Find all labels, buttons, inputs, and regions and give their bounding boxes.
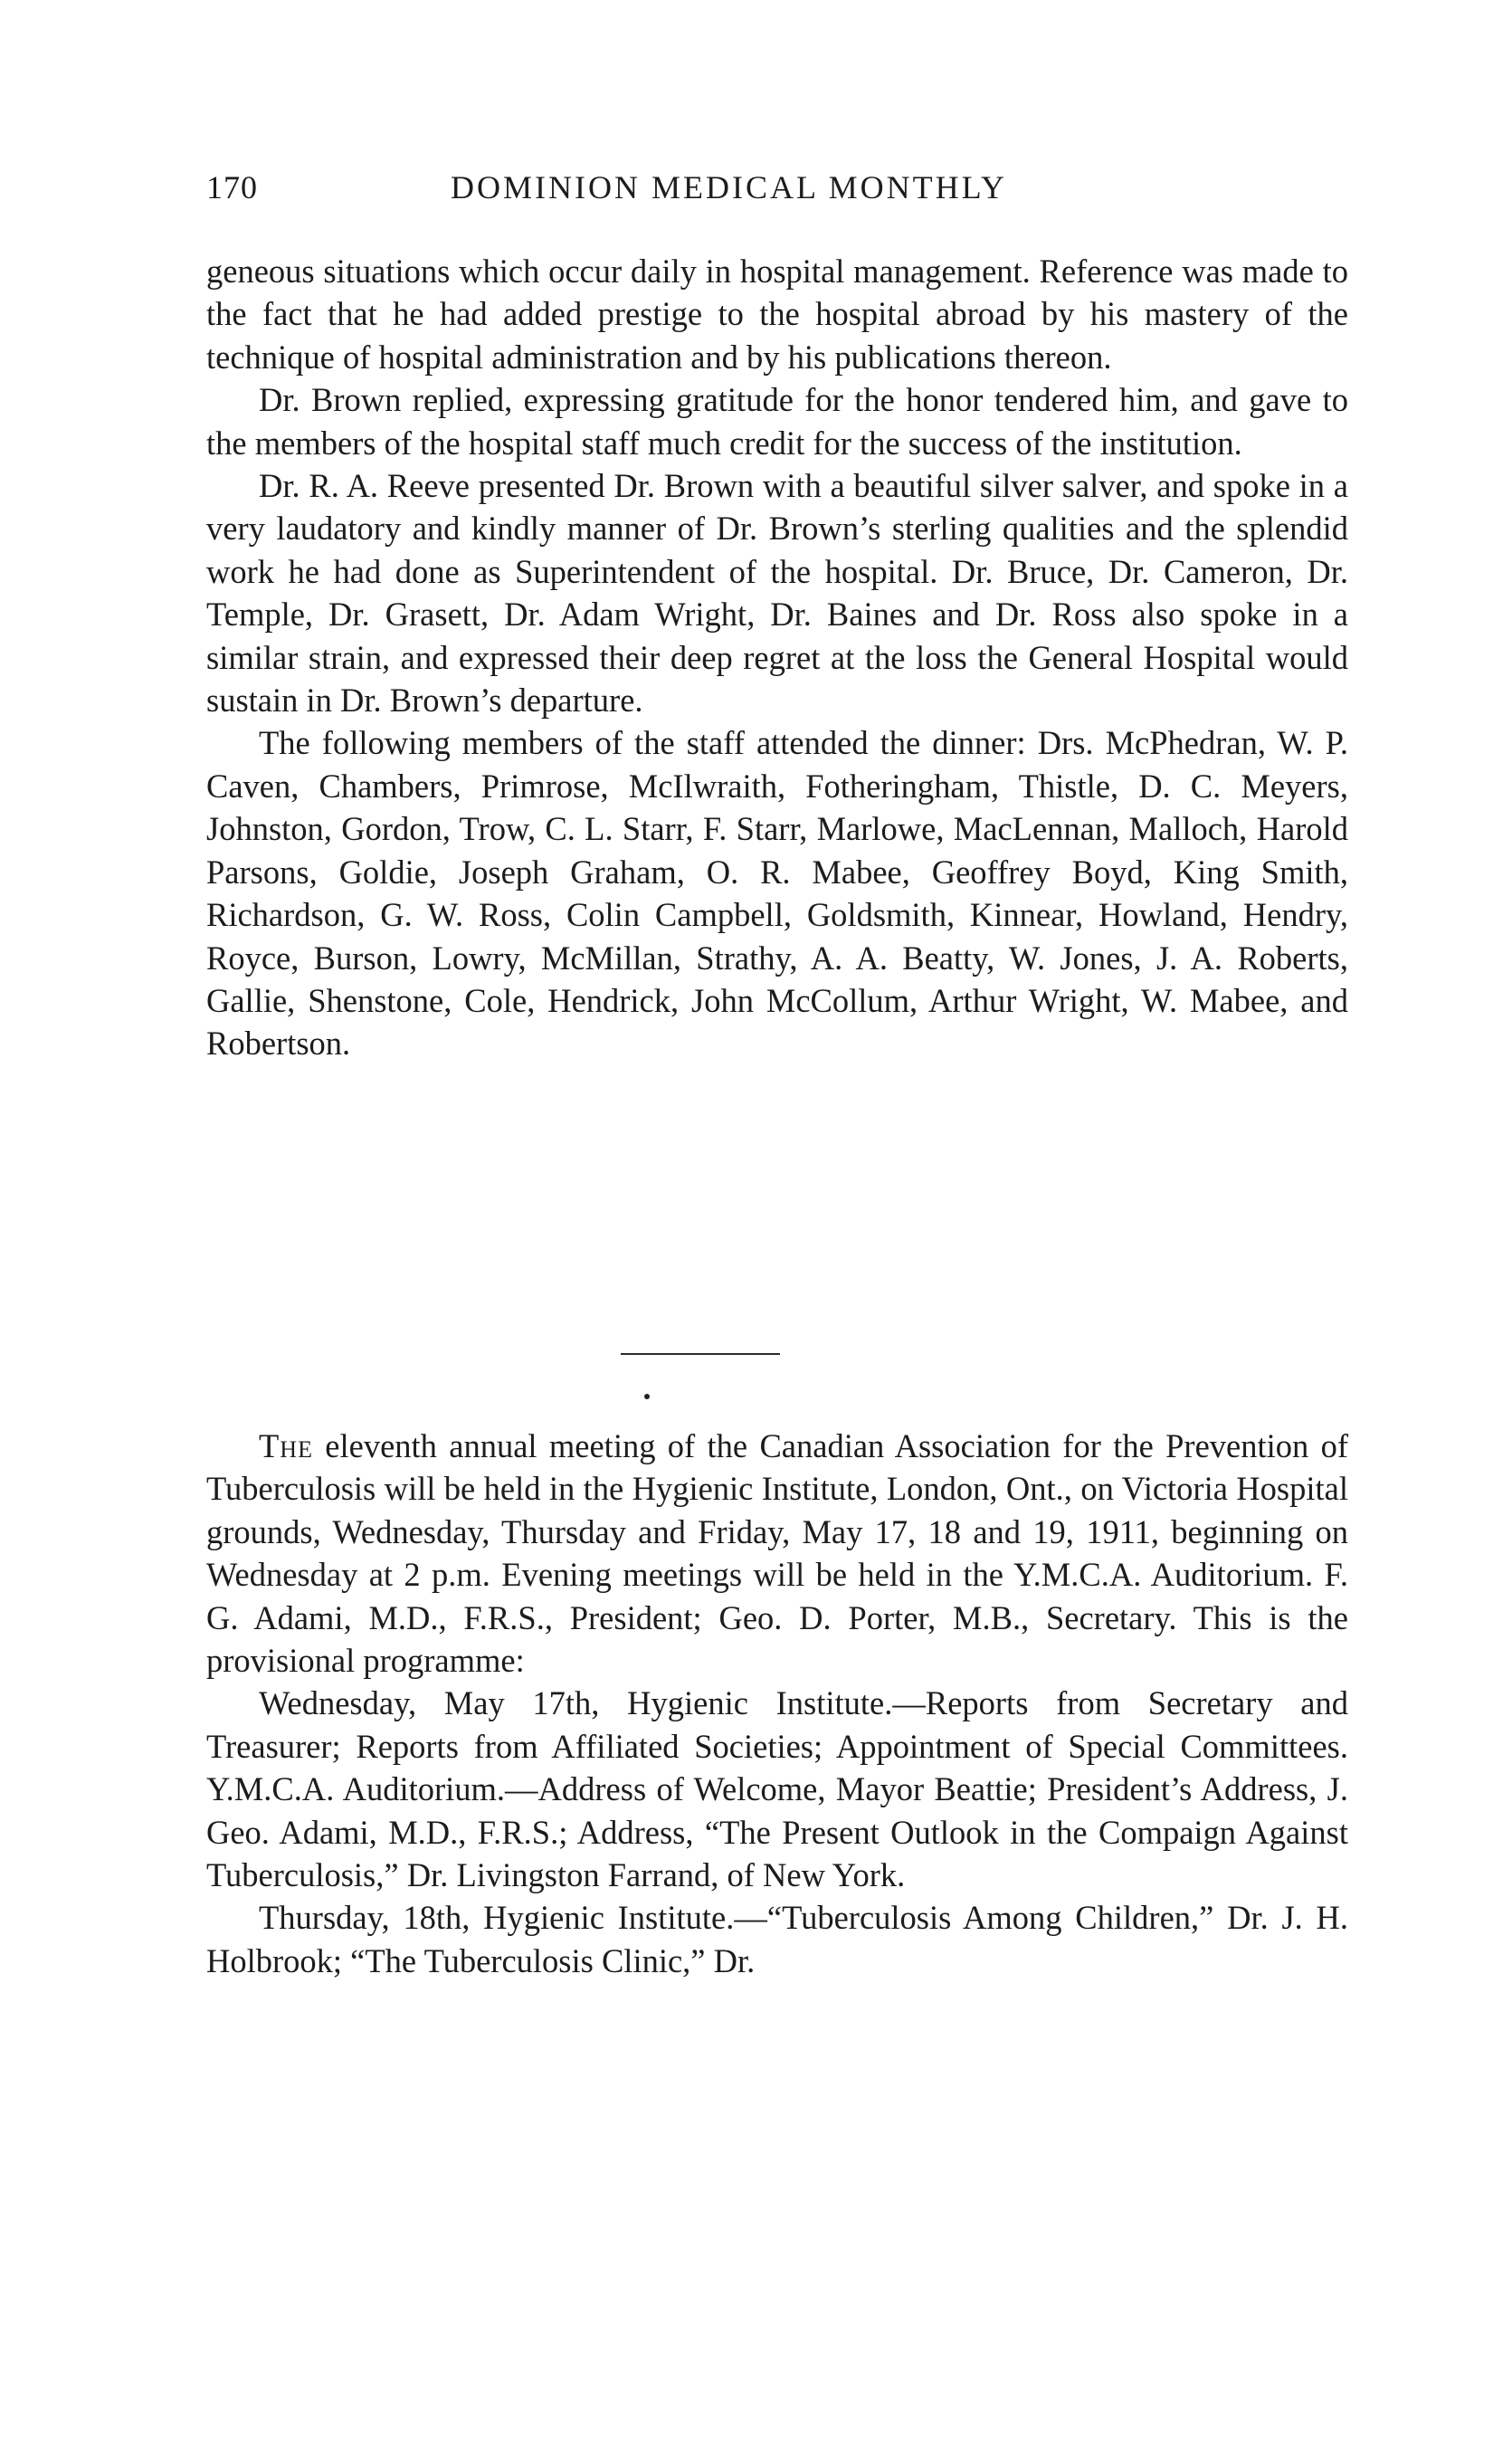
dinner-report-section [206, 250, 1348, 1065]
paragraph-continuation: geneous situations which occur daily in hospital management. Reference was made to the fact that he had added prestige to the hospital abroad by his mastery of the technique of hospital administration and by his publications thereon. [206, 253, 1348, 376]
tuberculosis-meeting-section [206, 1425, 1348, 1982]
paragraph-wednesday-programme: Wednesday, May 17th, Hygienic Institute.—Reports from Secretary and Treasurer; Reports from Affiliated Societies; Appointment of Special Committees. Y.M.C.A. Auditorium.—Address of Welcome, Mayor Beattie; President’s Address, J. Geo. Adami, M.D., F.R.S.; Address, “The Present Outlook in the Compaign Against Tuberculosis,” Dr. Livingston Farrand, of New York. [206, 1684, 1348, 1894]
page-number: 170 [206, 169, 258, 205]
running-head [206, 168, 1346, 214]
lead-word: The [259, 1427, 313, 1464]
section-divider [621, 1353, 780, 1355]
divider-dot [644, 1394, 650, 1399]
paragraph-thursday-programme: Thursday, 18th, Hygienic Institute.—“Tuberculosis Among Children,” Dr. J. H. Holbrook; “The Tuberculosis Clinic,” Dr. [206, 1899, 1348, 1979]
journal-title: DOMINION MEDICAL MONTHLY [451, 169, 1008, 205]
paragraph-reeve-presentation: Dr. R. A. Reeve presented Dr. Brown with a beautiful silver salver, and spoke in a very laudatory and kindly manner of Dr. Brown’s sterling qualities and the splendid work he had done as Superintendent of the hospital. Dr. Bruce, Dr. Cameron, Dr. Temple, Dr. Grasett, Dr. Adam Wright, Dr. Baines and Dr. Ross also spoke in a similar strain, and expressed their deep regret at the loss the General Hospital would sustain in Dr. Brown’s departure. [206, 467, 1348, 720]
paragraph-meeting-announcement [206, 1425, 1348, 1682]
paragraph-attendees: The following members of the staff attended the dinner: Drs. McPhedran, W. P. Caven, Chambers, Primrose, McIlwraith, Fotheringham, Thistle, D. C. Meyers, Johnston, Gordon, Trow, C. L. Starr, F. Starr, Marlowe, MacLennan, Malloch, Harold Parsons, Goldie, Joseph Graham, O. R. Mabee, Geoffrey Boyd, King Smith, Richardson, G. W. Ross, Colin Campbell, Goldsmith, Kinnear, Howland, Hendry, Royce, Burson, Lowry, McMillan, Strathy, A. A. Beatty, W. Jones, J. A. Roberts, Gallie, Shenstone, Cole, Hendrick, John McCollum, Arthur Wright, W. Mabee, and Robertson. [206, 724, 1348, 1063]
announcement-text: eleventh annual meeting of the Canadian Association for the Prevention of Tuberculosis will be held in the Hygienic Institute, London, Ont., on Victoria Hospital grounds, Wednesday, Thursday and Friday, May 17, 18 and 19, 1911, beginning on Wednesday at 2 p.m. Evening meetings will be held in the Y.M.C.A. Auditorium. F. G. Adami, M.D., F.R.S., President; Geo. D. Porter, M.B., Secretary. This is the provisional programme: [206, 1427, 1348, 1680]
paragraph-brown-reply: Dr. Brown replied, expressing gratitude for the honor tendered him, and gave to the members of the hospital staff much credit for the success of the institution. [206, 381, 1348, 462]
